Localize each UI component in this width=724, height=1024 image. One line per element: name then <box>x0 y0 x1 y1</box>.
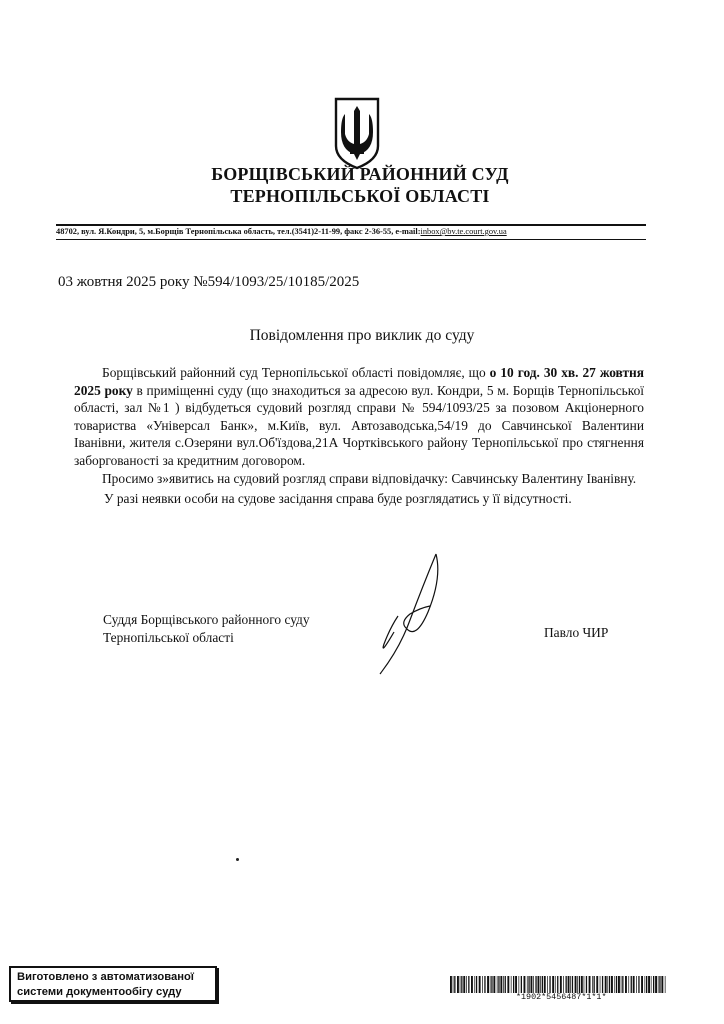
barcode-bar <box>479 976 481 993</box>
barcode-bar <box>581 976 583 993</box>
judge-position-line1: Суддя Борщівського районного суду <box>103 612 310 627</box>
barcode-bar <box>655 976 657 993</box>
barcode-bar <box>491 976 492 993</box>
barcode-bar <box>457 976 459 993</box>
barcode-bar <box>484 976 485 993</box>
barcode-bar <box>605 976 607 993</box>
barcode-bar <box>614 976 615 993</box>
barcode-bar <box>528 976 529 993</box>
barcode-bar <box>453 976 454 993</box>
barcode-bar <box>555 976 556 993</box>
barcode-bar <box>468 976 469 993</box>
barcode-bar <box>505 976 506 993</box>
barcode-bar <box>521 976 522 993</box>
barcode-bar <box>579 976 580 993</box>
barcode-bar <box>533 976 534 993</box>
barcode-bar <box>461 976 462 993</box>
barcode-bar <box>474 976 475 993</box>
barcode-bar <box>607 976 608 993</box>
barcode-bar <box>450 976 452 993</box>
barcode-bar <box>665 976 666 993</box>
barcode-bar <box>618 976 620 993</box>
barcode-bar <box>519 976 520 993</box>
barcode-bar <box>542 976 543 993</box>
barcode-bar <box>566 976 567 993</box>
paragraph-hearing-details: в приміщенні суду (що знаходиться за адресою вул. Кондри, 5 м. Борщів Тернопільської області, зал №1 ) відбудеться судовий розгляд справи № 594/1093/25 за позовом Акціонерного товариства «Універсал Банк», м.Київ, вул. Автозаводська,54/19 до Савчинської Валентини Іванівни, жителя с.Озеряни вул.Об'їздова,21А Чортківського району Тернопільської про стягнення заборгованості за кредитним договором. <box>74 382 644 468</box>
document-date-number: 03 жовтня 2025 року №594/1093/25/10185/2025 <box>58 274 360 290</box>
barcode-bar <box>594 976 595 993</box>
barcode-bar <box>653 976 654 993</box>
barcode-bar <box>498 976 499 993</box>
court-name-line2: ТЕРНОПІЛЬСЬКОЇ ОБЛАСТІ <box>230 186 490 206</box>
header-divider-bottom <box>56 239 646 240</box>
barcode-bar <box>560 976 562 993</box>
barcode-bar <box>616 976 617 993</box>
barcode-bar <box>544 976 546 993</box>
barcode-bar <box>659 976 660 993</box>
barcode-bar <box>563 976 564 993</box>
court-name-line1: БОРЩІВСЬКИЙ РАЙОННИЙ СУД <box>211 164 509 184</box>
barcode-bar <box>466 976 467 993</box>
handwritten-signature <box>370 548 470 688</box>
barcode-bar <box>648 976 650 993</box>
barcode-bar <box>535 976 536 993</box>
barcode-bar <box>625 976 627 993</box>
barcode-bar <box>622 976 623 993</box>
barcode-bar <box>487 976 489 993</box>
barcode-bar <box>552 976 554 993</box>
barcode-bar <box>602 976 603 993</box>
barcode-bar <box>586 976 587 993</box>
barcode-bar <box>646 976 647 993</box>
barcode-bar <box>549 976 550 993</box>
barcode-bar <box>493 976 495 993</box>
coat-of-arms-icon <box>332 96 382 170</box>
barcode-bar <box>511 976 512 993</box>
barcode-bar <box>645 976 646 993</box>
barcode-bar <box>638 976 639 993</box>
barcode-bar <box>631 976 632 993</box>
barcode-number: *1902*5456487*1*1* <box>516 992 607 1002</box>
barcode-bar <box>570 976 571 993</box>
barcode-bar <box>658 976 659 993</box>
barcode-bar <box>600 976 601 993</box>
barcode-bar <box>497 976 498 993</box>
judge-name: Павло ЧИР <box>544 625 609 640</box>
scan-speck <box>236 858 239 861</box>
paragraph-absence: У разі неявки особи на судове засідання справа буде розглядатись у її відсутності. <box>104 491 572 507</box>
barcode-bar <box>507 976 509 993</box>
barcode-bar <box>490 976 491 993</box>
barcode-bar <box>572 976 573 993</box>
barcode-bar <box>609 976 610 993</box>
barcode-bar <box>589 976 591 993</box>
header-divider-top <box>56 224 646 226</box>
stamp-line2: системи документообігу суду <box>17 986 182 998</box>
barcode-bar <box>513 976 514 993</box>
barcode-bar <box>636 976 637 993</box>
automated-system-stamp <box>9 966 217 1002</box>
barcode-bar <box>596 976 598 993</box>
barcode-bar <box>454 976 455 993</box>
barcode-bar <box>527 976 528 993</box>
barcode-bar <box>538 976 540 993</box>
document-body <box>74 364 644 508</box>
court-address <box>56 227 666 236</box>
paragraph-summons: Просимо з»явитись на судовий розгляд справи відповідачку: Савчинську Валентину Іванівну. <box>102 470 637 486</box>
barcode-bar <box>482 976 483 993</box>
address-text: 48702, вул. Я.Кондри, 5, м.Борщів Тернопільська область, тел.(3541)2-11-99, факс 2-36-55, e-mail: <box>56 227 421 236</box>
barcode-bar <box>621 976 622 993</box>
barcode-bar <box>460 976 461 993</box>
barcode-bar <box>471 976 473 993</box>
barcode-bar <box>575 976 577 993</box>
barcode-bar <box>592 976 593 993</box>
barcode-bar <box>540 976 541 993</box>
judge-position-line2: Тернопільської області <box>103 629 234 645</box>
barcode-bar <box>651 976 652 993</box>
document-title: Повідомлення про виклик до суду <box>249 327 475 344</box>
barcode-bar <box>641 976 643 993</box>
email-link[interactable]: inbox@bv.te.court.gov.ua <box>420 227 507 236</box>
barcode-bar <box>628 976 629 993</box>
barcode-bar <box>557 976 558 993</box>
paragraph-hearing <box>74 364 644 470</box>
barcode-bar <box>463 976 465 993</box>
barcode-bar <box>633 976 635 993</box>
paragraph-hearing-intro: Борщівський районний суд Тернопільської області повідомляє, що <box>102 365 490 380</box>
judge-position <box>103 611 310 646</box>
barcode-bar <box>500 976 502 993</box>
barcode-bar <box>476 976 477 993</box>
barcode-bar <box>515 976 517 993</box>
stamp-line1: Виготовлено з автоматизованої <box>17 971 194 983</box>
barcode <box>450 976 668 993</box>
barcode-bar <box>531 976 533 993</box>
barcode-bar <box>503 976 504 993</box>
barcode-bar <box>568 976 570 993</box>
barcode-bar <box>577 976 578 993</box>
barcode-bar <box>524 976 526 993</box>
barcode-bar <box>611 976 613 993</box>
hearing-datetime: о 10 год. 30 хв. 27 жовтня 2025 року <box>74 365 644 398</box>
barcode-bar <box>547 976 548 993</box>
barcode-bar <box>584 976 585 993</box>
barcode-bar <box>661 976 663 993</box>
